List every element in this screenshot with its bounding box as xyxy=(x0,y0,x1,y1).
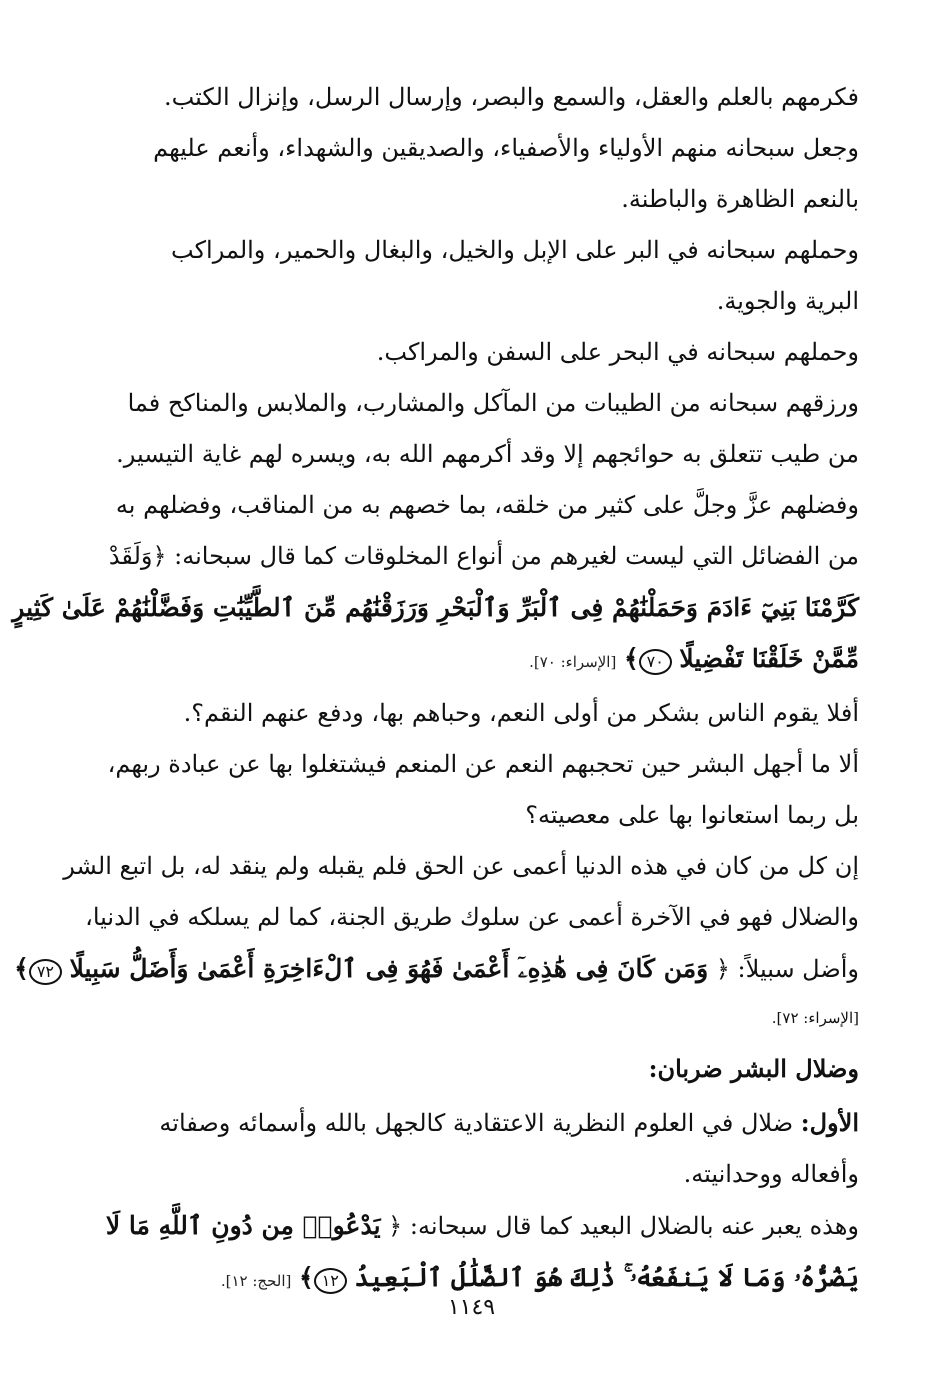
quran-verse-3-line-1 xyxy=(81,1200,859,1252)
page-body xyxy=(12,72,859,1307)
quran-close-bracket: ﴾ xyxy=(623,644,639,673)
ayah-number-12: ١٢ xyxy=(314,1268,347,1294)
text-line-11: أفلا يقوم الناس بشكر من أولى النعم، وحباهم بها، ودفع عنهم النقم؟. xyxy=(183,699,859,727)
text-line-14: إن كل من كان في هذه الدنيا أعمى عن الحق فلم يقبله ولم ينقد له، بل اتبع الشر xyxy=(63,852,859,880)
quran-verse-2-prefix: وأضل سبيلاً: ﴿ xyxy=(715,955,859,983)
first-type-line-1 xyxy=(81,1097,859,1149)
text-line-1: فكرمهم بالعلم والعقل، والسمع والبصر، وإرسال الرسل، وإنزال الكتب. xyxy=(163,83,859,111)
quran-close-bracket-3: ﴾ xyxy=(299,1263,314,1292)
text-line-8: من طيب تتعلق به حوائجهم إلا وقد أكرمهم الله به، ويسره لهم غاية التيسير. xyxy=(116,440,859,468)
text-line-9: وفضلهم عزَّ وجلَّ على كثير من خلقه، بما خصهم به من المناقب، وفضلهم به xyxy=(115,491,859,519)
quran-close-bracket-2: ﴾ xyxy=(14,954,29,983)
quran-verse-2-text: وَمَن كَانَ فِى هَٰذِهِۦٓ أَعْمَىٰ فَهُوَ فِى ٱلْءَاخِرَةِ أَعْمَىٰ وَأَضَلُّ سَبِيلًا xyxy=(69,954,709,983)
quran-verse-3-end: يَضُرُّهُۥ وَمَا لَا يَنفَعُهُۥ ۚ ذَٰلِكَ هُوَ ٱلضَّلَٰلُ ٱلْبَعِيدُ xyxy=(354,1263,859,1292)
text-line-13: بل ربما استعانوا بها على معصيته؟ xyxy=(525,801,859,829)
section-heading: وضلال البشر ضربان: xyxy=(648,1054,859,1083)
ayah-number-72: ٧٢ xyxy=(29,959,62,985)
text-line-3: بالنعم الظاهرة والباطنة. xyxy=(621,185,859,213)
quran-verse-3-prefix: وهذه يعبر عنه بالضلال البعيد كما قال سبحانه: ﴿ xyxy=(388,1212,859,1240)
first-type-line-2: وأفعاله ووحدانيته. xyxy=(683,1160,859,1188)
quran-verse-2-line xyxy=(14,943,859,995)
text-line-15: والضلال فهو في الآخرة أعمى عن سلوك طريق الجنة، كما لم يسلكه في الدنيا، xyxy=(85,903,859,931)
first-type-text: ضلال في العلوم النظرية الاعتقادية كالجهل بالله وأسمائه وصفاته xyxy=(159,1109,794,1137)
quran-verse-3-start: يَدْعُوا۟ مِن دُونِ ٱللَّهِ مَا لَا xyxy=(105,1211,381,1240)
text-line-5: البرية والجوية. xyxy=(716,287,859,315)
quran-verse-1-line-2 xyxy=(81,633,859,688)
page-number: ١١٤٩ xyxy=(447,1295,496,1320)
quran-verse-1-end: مِّمَّنْ خَلَقْنَا تَفْضِيلًا xyxy=(679,644,859,673)
first-type-label: الأول: xyxy=(800,1108,859,1137)
text-line-6: وحملهم سبحانه في البحر على السفن والمراكب. xyxy=(376,338,859,366)
text-line-7: ورزقهم سبحانه من الطيبات من المآكل والمشارب، والملابس والمناكح فما xyxy=(127,389,859,417)
verse-reference-3: [الحج: ١٢]. xyxy=(220,1272,292,1290)
text-line-2: وجعل سبحانه منهم الأولياء والأصفياء، والصديقين والشهداء، وأنعم عليهم xyxy=(153,134,859,162)
ayah-number-70: ٧٠ xyxy=(639,649,672,675)
verse-reference-1: [الإسراء: ٧٠]. xyxy=(529,653,617,671)
verse-reference-2: [الإسراء: ٧٢]. xyxy=(771,1009,859,1027)
quran-verse-1-line-1: كَرَّمْنَا بَنِيٓ ءَادَمَ وَحَمَلْنَٰهُمْ فِى ٱلْبَرِّ وَٱلْبَحْرِ وَرَزَقْنَٰهُم مِّنَ ٱلطَّيِّبَٰتِ وَفَضَّلْنَٰهُمْ عَلَىٰ كَثِيرٍ xyxy=(12,593,859,622)
text-line-4: وحملهم سبحانه في البر على الإبل والخيل، والبغال والحمير، والمراكب xyxy=(171,236,859,264)
text-line-10: من الفضائل التي ليست لغيرهم من أنواع المخلوقات كما قال سبحانه: ﴿وَلَقَدْ xyxy=(108,542,859,570)
text-line-12: ألا ما أجهل البشر حين تحجبهم النعم عن المنعم فيشتغلوا بها عن عبادة ربهم، xyxy=(107,750,859,778)
